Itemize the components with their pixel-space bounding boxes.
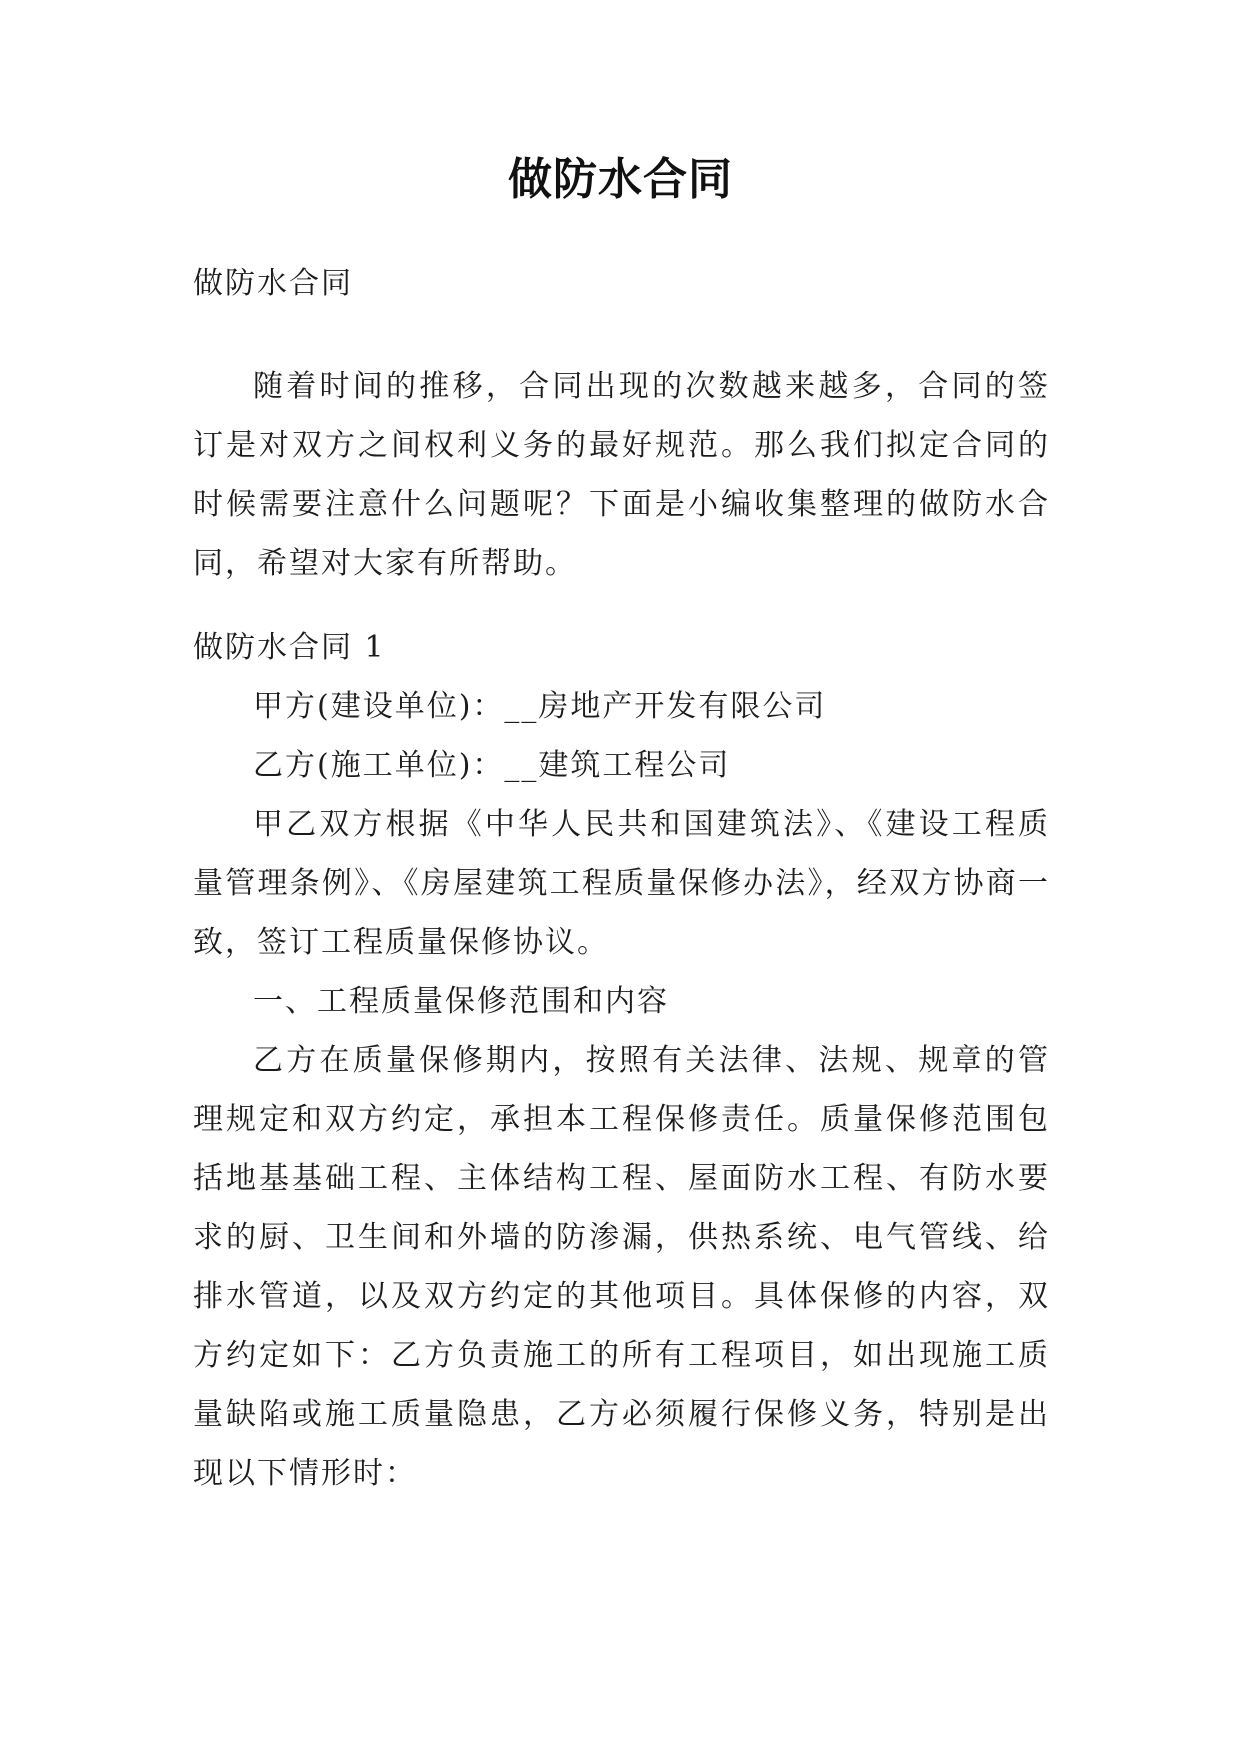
party-a-line: 甲方(建设单位)：__房地产开发有限公司 [253,689,827,724]
contract-section [193,618,1050,1503]
intro-paragraph [193,357,1050,593]
party-b-line: 乙方(施工单位)：__建筑工程公司 [253,748,731,783]
subtitle-text: 做防水合同 [193,266,353,301]
clause-1-body: 乙方在质量保修期内，按照有关法律、法规、规章的管理规定和双方约定，承担本工程保修责任。质量保修范围包括地基基础工程、主体结构工程、屋面防水工程、有防水要求的厨、卫生间和外墙的防渗漏，供热系统、电气管线、给排水管道，以及双方约定的其他项目。具体保修的内容，双方约定如下：乙方负责施工的所有工程项目，如出现施工质量缺陷或施工质量隐患，乙方必须履行保修义务，特别是出现以下情形时： [193,1043,1050,1491]
document-subtitle [193,254,1050,313]
intro-text: 随着时间的推移，合同出现的次数越来越多，合同的签订是对双方之间权利义务的最好规范。那么我们拟定合同的时候需要注意什么问题呢？下面是小编收集整理的做防水合同，希望对大家有所帮助。 [193,369,1050,581]
document-title: 做防水合同 [508,154,733,205]
clause-1-heading: 一、工程质量保修范围和内容 [253,984,669,1019]
preamble-paragraph: 甲乙双方根据《中华人民共和国建筑法》、《建设工程质量管理条例》、《房屋建筑工程质量保修办法》，经双方协商一致，签订工程质量保修协议。 [193,807,1050,960]
section-heading: 做防水合同 1 [193,630,386,665]
